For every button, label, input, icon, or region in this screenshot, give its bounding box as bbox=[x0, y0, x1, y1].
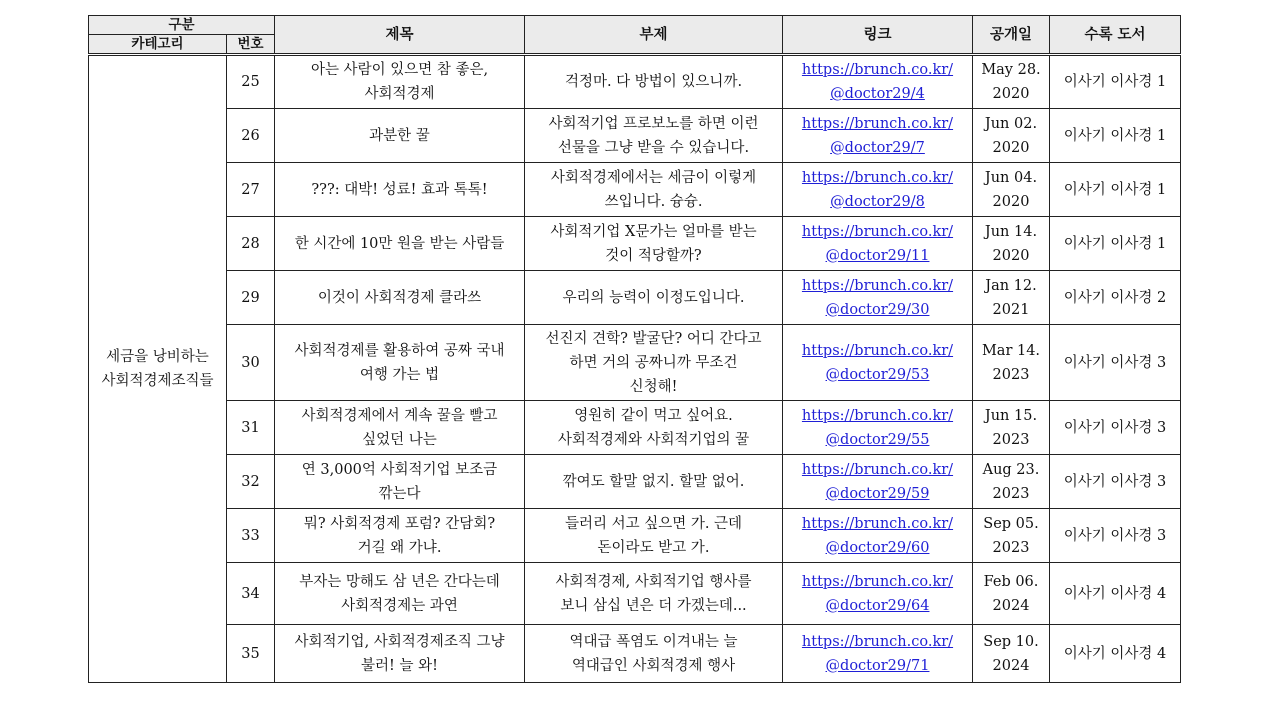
subtitle-line: 사회적경제, 사회적기업 행사를 bbox=[555, 573, 752, 590]
row-date bbox=[973, 163, 1050, 217]
row-subtitle bbox=[525, 563, 783, 625]
link-text: https://brunch.co.kr/ bbox=[801, 115, 954, 132]
header-category: 카테고리 bbox=[89, 35, 227, 55]
article-link[interactable] bbox=[802, 62, 953, 102]
link-text: https://brunch.co.kr/ bbox=[801, 169, 954, 186]
link-text: https://brunch.co.kr/ bbox=[801, 62, 954, 78]
subtitle-line: 사회적경제와 사회적기업의 꿀 bbox=[557, 431, 750, 448]
row-date bbox=[973, 563, 1050, 625]
date-line: 2021 bbox=[992, 301, 1030, 318]
table-row bbox=[89, 455, 1181, 509]
date-line: Mar 14. bbox=[981, 342, 1041, 359]
article-link[interactable] bbox=[802, 462, 953, 502]
row-date bbox=[973, 509, 1050, 563]
row-title bbox=[275, 55, 525, 109]
article-link[interactable] bbox=[802, 516, 953, 556]
link-text: @doctor29/8 bbox=[830, 193, 925, 210]
row-subtitle bbox=[525, 325, 783, 401]
row-number: 32 bbox=[227, 455, 275, 509]
table-row bbox=[89, 625, 1181, 683]
row-number: 30 bbox=[227, 325, 275, 401]
row-date bbox=[973, 109, 1050, 163]
row-book: 이사기 이사경 1 bbox=[1050, 217, 1181, 271]
subtitle-line: 역대급 폭염도 이겨내는 늘 bbox=[569, 633, 738, 650]
subtitle-line: 사회적경제에서는 세금이 이렇게 bbox=[550, 169, 757, 186]
subtitle-line: 걱정마. 다 방법이 있으니까. bbox=[564, 74, 743, 90]
row-number: 34 bbox=[227, 563, 275, 625]
date-line: 2020 bbox=[992, 86, 1030, 102]
row-date bbox=[973, 271, 1050, 325]
row-date bbox=[973, 217, 1050, 271]
title-line: 아는 사람이 있으면 참 좋은, bbox=[310, 62, 489, 78]
link-text: @doctor29/55 bbox=[825, 431, 930, 448]
subtitle-line: 깎여도 할말 없지. 할말 없어. bbox=[562, 473, 745, 490]
row-book: 이사기 이사경 3 bbox=[1050, 509, 1181, 563]
row-subtitle bbox=[525, 455, 783, 509]
link-text: https://brunch.co.kr/ bbox=[801, 277, 954, 294]
row-number: 29 bbox=[227, 271, 275, 325]
title-line: ???: 대박! 성료! 효과 톡톡! bbox=[311, 181, 488, 198]
table-row bbox=[89, 401, 1181, 455]
article-link[interactable] bbox=[802, 116, 953, 156]
row-number: 26 bbox=[227, 109, 275, 163]
row-number: 33 bbox=[227, 509, 275, 563]
date-line: 2024 bbox=[992, 597, 1030, 614]
article-link[interactable] bbox=[802, 278, 953, 318]
date-line: Jan 12. bbox=[985, 277, 1037, 294]
row-book: 이사기 이사경 4 bbox=[1050, 625, 1181, 683]
table-row bbox=[89, 55, 1181, 109]
subtitle-line: 돈이라도 받고 가. bbox=[597, 539, 710, 556]
row-title bbox=[275, 217, 525, 271]
date-line: 2023 bbox=[992, 431, 1030, 448]
title-line: 깎는다 bbox=[378, 485, 421, 502]
date-line: 2023 bbox=[992, 485, 1030, 502]
header-book: 수록 도서 bbox=[1050, 16, 1181, 55]
row-number: 35 bbox=[227, 625, 275, 683]
row-link-cell bbox=[783, 55, 973, 109]
link-text: https://brunch.co.kr/ bbox=[801, 573, 954, 590]
row-title bbox=[275, 509, 525, 563]
table-row bbox=[89, 325, 1181, 401]
date-line: Aug 23. bbox=[982, 461, 1040, 478]
title-line: 거길 왜 가냐. bbox=[357, 539, 442, 556]
row-date bbox=[973, 625, 1050, 683]
row-subtitle bbox=[525, 271, 783, 325]
link-text: @doctor29/64 bbox=[825, 597, 930, 614]
row-link-cell bbox=[783, 509, 973, 563]
subtitle-line: 역대급인 사회적경제 행사 bbox=[571, 657, 736, 674]
title-line: 사회적경제를 활용하여 공짜 국내 bbox=[294, 342, 505, 359]
row-link-cell bbox=[783, 325, 973, 401]
link-text: @doctor29/71 bbox=[825, 657, 930, 674]
header-number: 번호 bbox=[227, 35, 275, 55]
category-cell bbox=[89, 55, 227, 683]
subtitle-line: 선진지 견학? 발굴단? 어디 간다고 bbox=[545, 330, 762, 347]
row-link-cell bbox=[783, 401, 973, 455]
row-book: 이사기 이사경 3 bbox=[1050, 325, 1181, 401]
link-text: @doctor29/30 bbox=[825, 301, 930, 318]
title-line: 뭐? 사회적경제 포럼? 간담회? bbox=[303, 515, 496, 532]
title-line: 한 시간에 10만 원을 받는 사람들 bbox=[294, 235, 505, 252]
row-date bbox=[973, 55, 1050, 109]
row-title bbox=[275, 563, 525, 625]
link-text: @doctor29/11 bbox=[825, 247, 930, 264]
link-text: https://brunch.co.kr/ bbox=[801, 223, 954, 240]
row-link-cell bbox=[783, 217, 973, 271]
date-line: Jun 02. bbox=[984, 115, 1038, 132]
article-link[interactable] bbox=[802, 634, 953, 674]
header-date: 공개일 bbox=[973, 16, 1050, 55]
date-line: 2020 bbox=[992, 247, 1030, 264]
row-title bbox=[275, 625, 525, 683]
category-text: 사회적경제조직들 bbox=[101, 373, 214, 389]
row-number: 27 bbox=[227, 163, 275, 217]
row-link-cell bbox=[783, 455, 973, 509]
subtitle-line: 사회적기업 프로보노를 하면 이런 bbox=[548, 115, 759, 132]
link-text: @doctor29/59 bbox=[825, 485, 930, 502]
row-book: 이사기 이사경 1 bbox=[1050, 109, 1181, 163]
table-row bbox=[89, 217, 1181, 271]
header-link: 링크 bbox=[783, 16, 973, 55]
row-number: 28 bbox=[227, 217, 275, 271]
subtitle-line: 것이 적당할까? bbox=[605, 247, 702, 264]
link-text: @doctor29/53 bbox=[825, 366, 930, 383]
row-subtitle bbox=[525, 625, 783, 683]
subtitle-line: 신청해! bbox=[629, 378, 678, 395]
link-text: @doctor29/7 bbox=[830, 139, 925, 156]
date-line: 2020 bbox=[992, 139, 1030, 156]
row-book: 이사기 이사경 3 bbox=[1050, 401, 1181, 455]
row-subtitle bbox=[525, 217, 783, 271]
article-table bbox=[88, 15, 1181, 683]
link-text: https://brunch.co.kr/ bbox=[801, 461, 954, 478]
title-line: 연 3,000억 사회적기업 보조금 bbox=[301, 461, 498, 478]
title-line: 여행 가는 법 bbox=[359, 366, 440, 383]
link-text: @doctor29/60 bbox=[825, 539, 930, 556]
date-line: Sep 10. bbox=[983, 633, 1039, 650]
date-line: Jun 15. bbox=[984, 407, 1038, 424]
article-link[interactable] bbox=[802, 574, 953, 614]
table-row bbox=[89, 163, 1181, 217]
title-line: 과분한 꿀 bbox=[369, 127, 430, 144]
row-link-cell bbox=[783, 625, 973, 683]
subtitle-line: 선물을 그냥 받을 수 있습니다. bbox=[557, 139, 750, 156]
row-date bbox=[973, 455, 1050, 509]
date-line: Jun 04. bbox=[984, 169, 1038, 186]
link-text: @doctor29/4 bbox=[830, 86, 925, 102]
subtitle-line: 영원히 같이 먹고 싶어요. bbox=[574, 407, 733, 424]
link-text: https://brunch.co.kr/ bbox=[801, 342, 954, 359]
article-link[interactable] bbox=[802, 224, 953, 264]
date-line: Feb 06. bbox=[983, 573, 1039, 590]
row-title bbox=[275, 401, 525, 455]
row-link-cell bbox=[783, 271, 973, 325]
date-line: 2023 bbox=[992, 539, 1030, 556]
date-line: 2023 bbox=[992, 366, 1030, 383]
title-line: 사회적기업, 사회적경제조직 그냥 bbox=[294, 633, 505, 650]
row-number: 31 bbox=[227, 401, 275, 455]
link-text: https://brunch.co.kr/ bbox=[801, 407, 954, 424]
table-row bbox=[89, 271, 1181, 325]
row-number: 25 bbox=[227, 55, 275, 109]
table-row bbox=[89, 509, 1181, 563]
date-line: Sep 05. bbox=[983, 515, 1039, 532]
article-link[interactable] bbox=[802, 343, 953, 383]
row-title bbox=[275, 109, 525, 163]
header-group: 구분 bbox=[89, 16, 275, 35]
row-title bbox=[275, 163, 525, 217]
header-subtitle: 부제 bbox=[525, 16, 783, 55]
link-text: https://brunch.co.kr/ bbox=[801, 515, 954, 532]
subtitle-line: 우리의 능력이 이정도입니다. bbox=[562, 289, 745, 306]
row-book: 이사기 이사경 4 bbox=[1050, 563, 1181, 625]
row-subtitle bbox=[525, 509, 783, 563]
row-title bbox=[275, 455, 525, 509]
title-line: 부자는 망해도 삼 년은 간다는데 bbox=[299, 573, 500, 590]
table-header bbox=[89, 16, 1181, 55]
title-line: 사회적경제에서 계속 꿀을 빨고 bbox=[301, 407, 498, 424]
title-line: 이것이 사회적경제 클라쓰 bbox=[317, 289, 482, 306]
date-line: May 28. bbox=[981, 62, 1041, 78]
table-row bbox=[89, 563, 1181, 625]
row-link-cell bbox=[783, 109, 973, 163]
row-link-cell bbox=[783, 163, 973, 217]
row-book: 이사기 이사경 2 bbox=[1050, 271, 1181, 325]
title-line: 사회적경제 bbox=[364, 86, 435, 102]
date-line: 2024 bbox=[992, 657, 1030, 674]
row-title bbox=[275, 325, 525, 401]
table-row bbox=[89, 109, 1181, 163]
row-book: 이사기 이사경 1 bbox=[1050, 55, 1181, 109]
title-line: 불러! 늘 와! bbox=[361, 657, 438, 674]
title-line: 싶었던 나는 bbox=[362, 431, 437, 448]
row-book: 이사기 이사경 3 bbox=[1050, 455, 1181, 509]
article-link[interactable] bbox=[802, 408, 953, 448]
row-subtitle bbox=[525, 163, 783, 217]
row-subtitle bbox=[525, 109, 783, 163]
row-title bbox=[275, 271, 525, 325]
subtitle-line: 하면 거의 공짜니까 무조건 bbox=[569, 354, 738, 371]
row-link-cell bbox=[783, 563, 973, 625]
subtitle-line: 들러리 서고 싶으면 가. 근데 bbox=[564, 515, 743, 532]
category-text: 세금을 낭비하는 bbox=[106, 349, 209, 365]
table-body bbox=[89, 55, 1181, 683]
subtitle-line: 사회적기업 X문가는 얼마를 받는 bbox=[550, 223, 757, 240]
row-book: 이사기 이사경 1 bbox=[1050, 163, 1181, 217]
subtitle-line: 보니 삼십 년은 더 가겠는데... bbox=[560, 597, 747, 614]
title-line: 사회적경제는 과연 bbox=[341, 597, 458, 614]
date-line: Jun 14. bbox=[984, 223, 1038, 240]
row-subtitle bbox=[525, 401, 783, 455]
article-link[interactable] bbox=[802, 170, 953, 210]
row-subtitle bbox=[525, 55, 783, 109]
link-text: https://brunch.co.kr/ bbox=[801, 633, 954, 650]
row-date bbox=[973, 325, 1050, 401]
date-line: 2020 bbox=[992, 193, 1030, 210]
row-date bbox=[973, 401, 1050, 455]
subtitle-line: 쓰입니다. 슝슝. bbox=[604, 193, 703, 210]
header-title: 제목 bbox=[275, 16, 525, 55]
